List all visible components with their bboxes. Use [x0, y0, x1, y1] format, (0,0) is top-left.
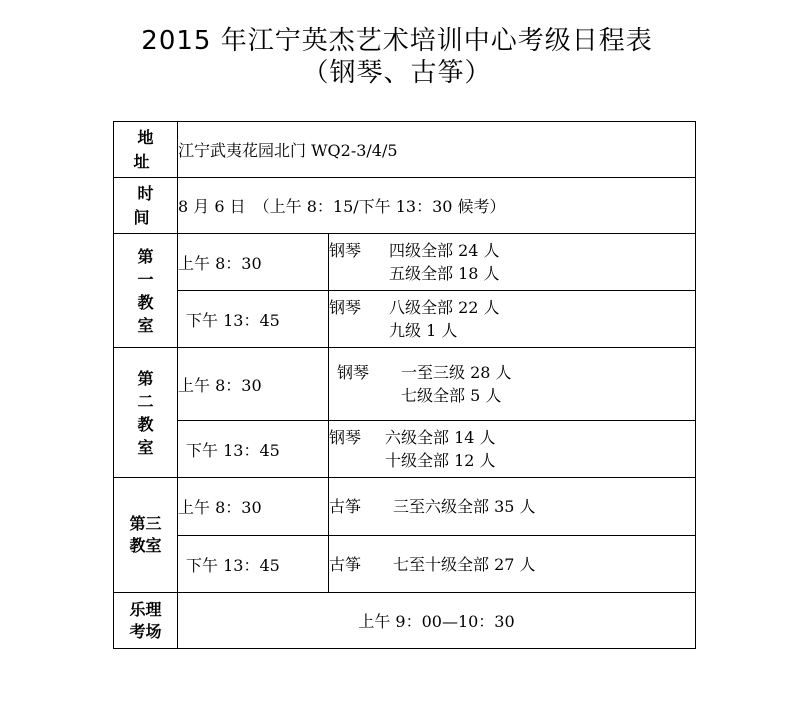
time-row: [114, 178, 696, 234]
page-subtitle: （钢琴、古筝）: [302, 58, 492, 88]
instrument-name: 古筝: [329, 554, 362, 574]
session-detail: [329, 478, 696, 536]
room2-session1-row: [114, 348, 696, 421]
room1-label-cell: [114, 234, 178, 348]
theory-value: 上午 9：00—10：30: [178, 593, 696, 649]
grade-line: 六级全部 14 人: [385, 428, 496, 447]
grade-line: 七至十级全部 27 人: [393, 554, 536, 574]
room1-session1-row: [114, 234, 696, 291]
session-detail: [329, 536, 696, 593]
session-time: 下午 13：45: [178, 291, 329, 348]
theory-label: 乐理考场: [129, 599, 162, 641]
schedule-table: [113, 121, 696, 649]
address-row: [114, 122, 696, 178]
instrument-name: 钢琴: [329, 241, 362, 260]
time-label-cell: [114, 178, 178, 234]
session-detail: [329, 348, 696, 421]
room1-session2-row: [114, 291, 696, 348]
instrument-name: 钢琴: [329, 298, 362, 317]
session-time: 下午 13：45: [178, 421, 329, 478]
grade-line: 四级全部 24 人: [389, 241, 500, 260]
grade-line: 一至三级 28 人: [401, 363, 512, 382]
session-time: 下午 13：45: [178, 536, 329, 593]
room3-label-cell: [114, 478, 178, 593]
session-time: 上午 8：30: [178, 478, 329, 536]
session-detail: [329, 421, 696, 478]
session-time: 上午 8：30: [178, 348, 329, 421]
room3-session1-row: [114, 478, 696, 536]
room2-label: 第二教室: [137, 368, 154, 457]
room3-session2-row: [114, 536, 696, 593]
session-detail: [329, 291, 696, 348]
instrument-name: 钢琴: [337, 363, 370, 382]
time-value: 8 月 6 日 （上午 8：15/下午 13：30 候考）: [178, 178, 696, 234]
grade-line: 十级全部 12 人: [385, 451, 496, 470]
time-label: 时 间: [133, 183, 162, 227]
room3-label: 第三教室: [129, 514, 162, 555]
room2-label-cell: [114, 348, 178, 478]
room2-session2-row: [114, 421, 696, 478]
theory-label-cell: [114, 593, 178, 649]
grade-line: 九级 1 人: [389, 321, 458, 340]
room1-label: 第一教室: [137, 246, 154, 335]
address-value: 江宁武夷花园北门 WQ2-3/4/5: [178, 122, 696, 178]
instrument-name: 古筝: [329, 497, 362, 516]
address-label-cell: [114, 122, 178, 178]
grade-line: 七级全部 5 人: [401, 386, 502, 405]
session-time: 上午 8：30: [178, 234, 329, 291]
theory-row: [114, 593, 696, 649]
page-title: 2015 年江宁英杰艺术培训中心考级日程表: [141, 26, 653, 56]
address-label: 地 址: [133, 127, 162, 171]
grade-line: 五级全部 18 人: [389, 264, 500, 283]
instrument-name: 钢琴: [329, 428, 362, 447]
grade-line: 三至六级全部 35 人: [393, 497, 536, 516]
grade-line: 八级全部 22 人: [389, 298, 500, 317]
session-detail: [329, 234, 696, 291]
